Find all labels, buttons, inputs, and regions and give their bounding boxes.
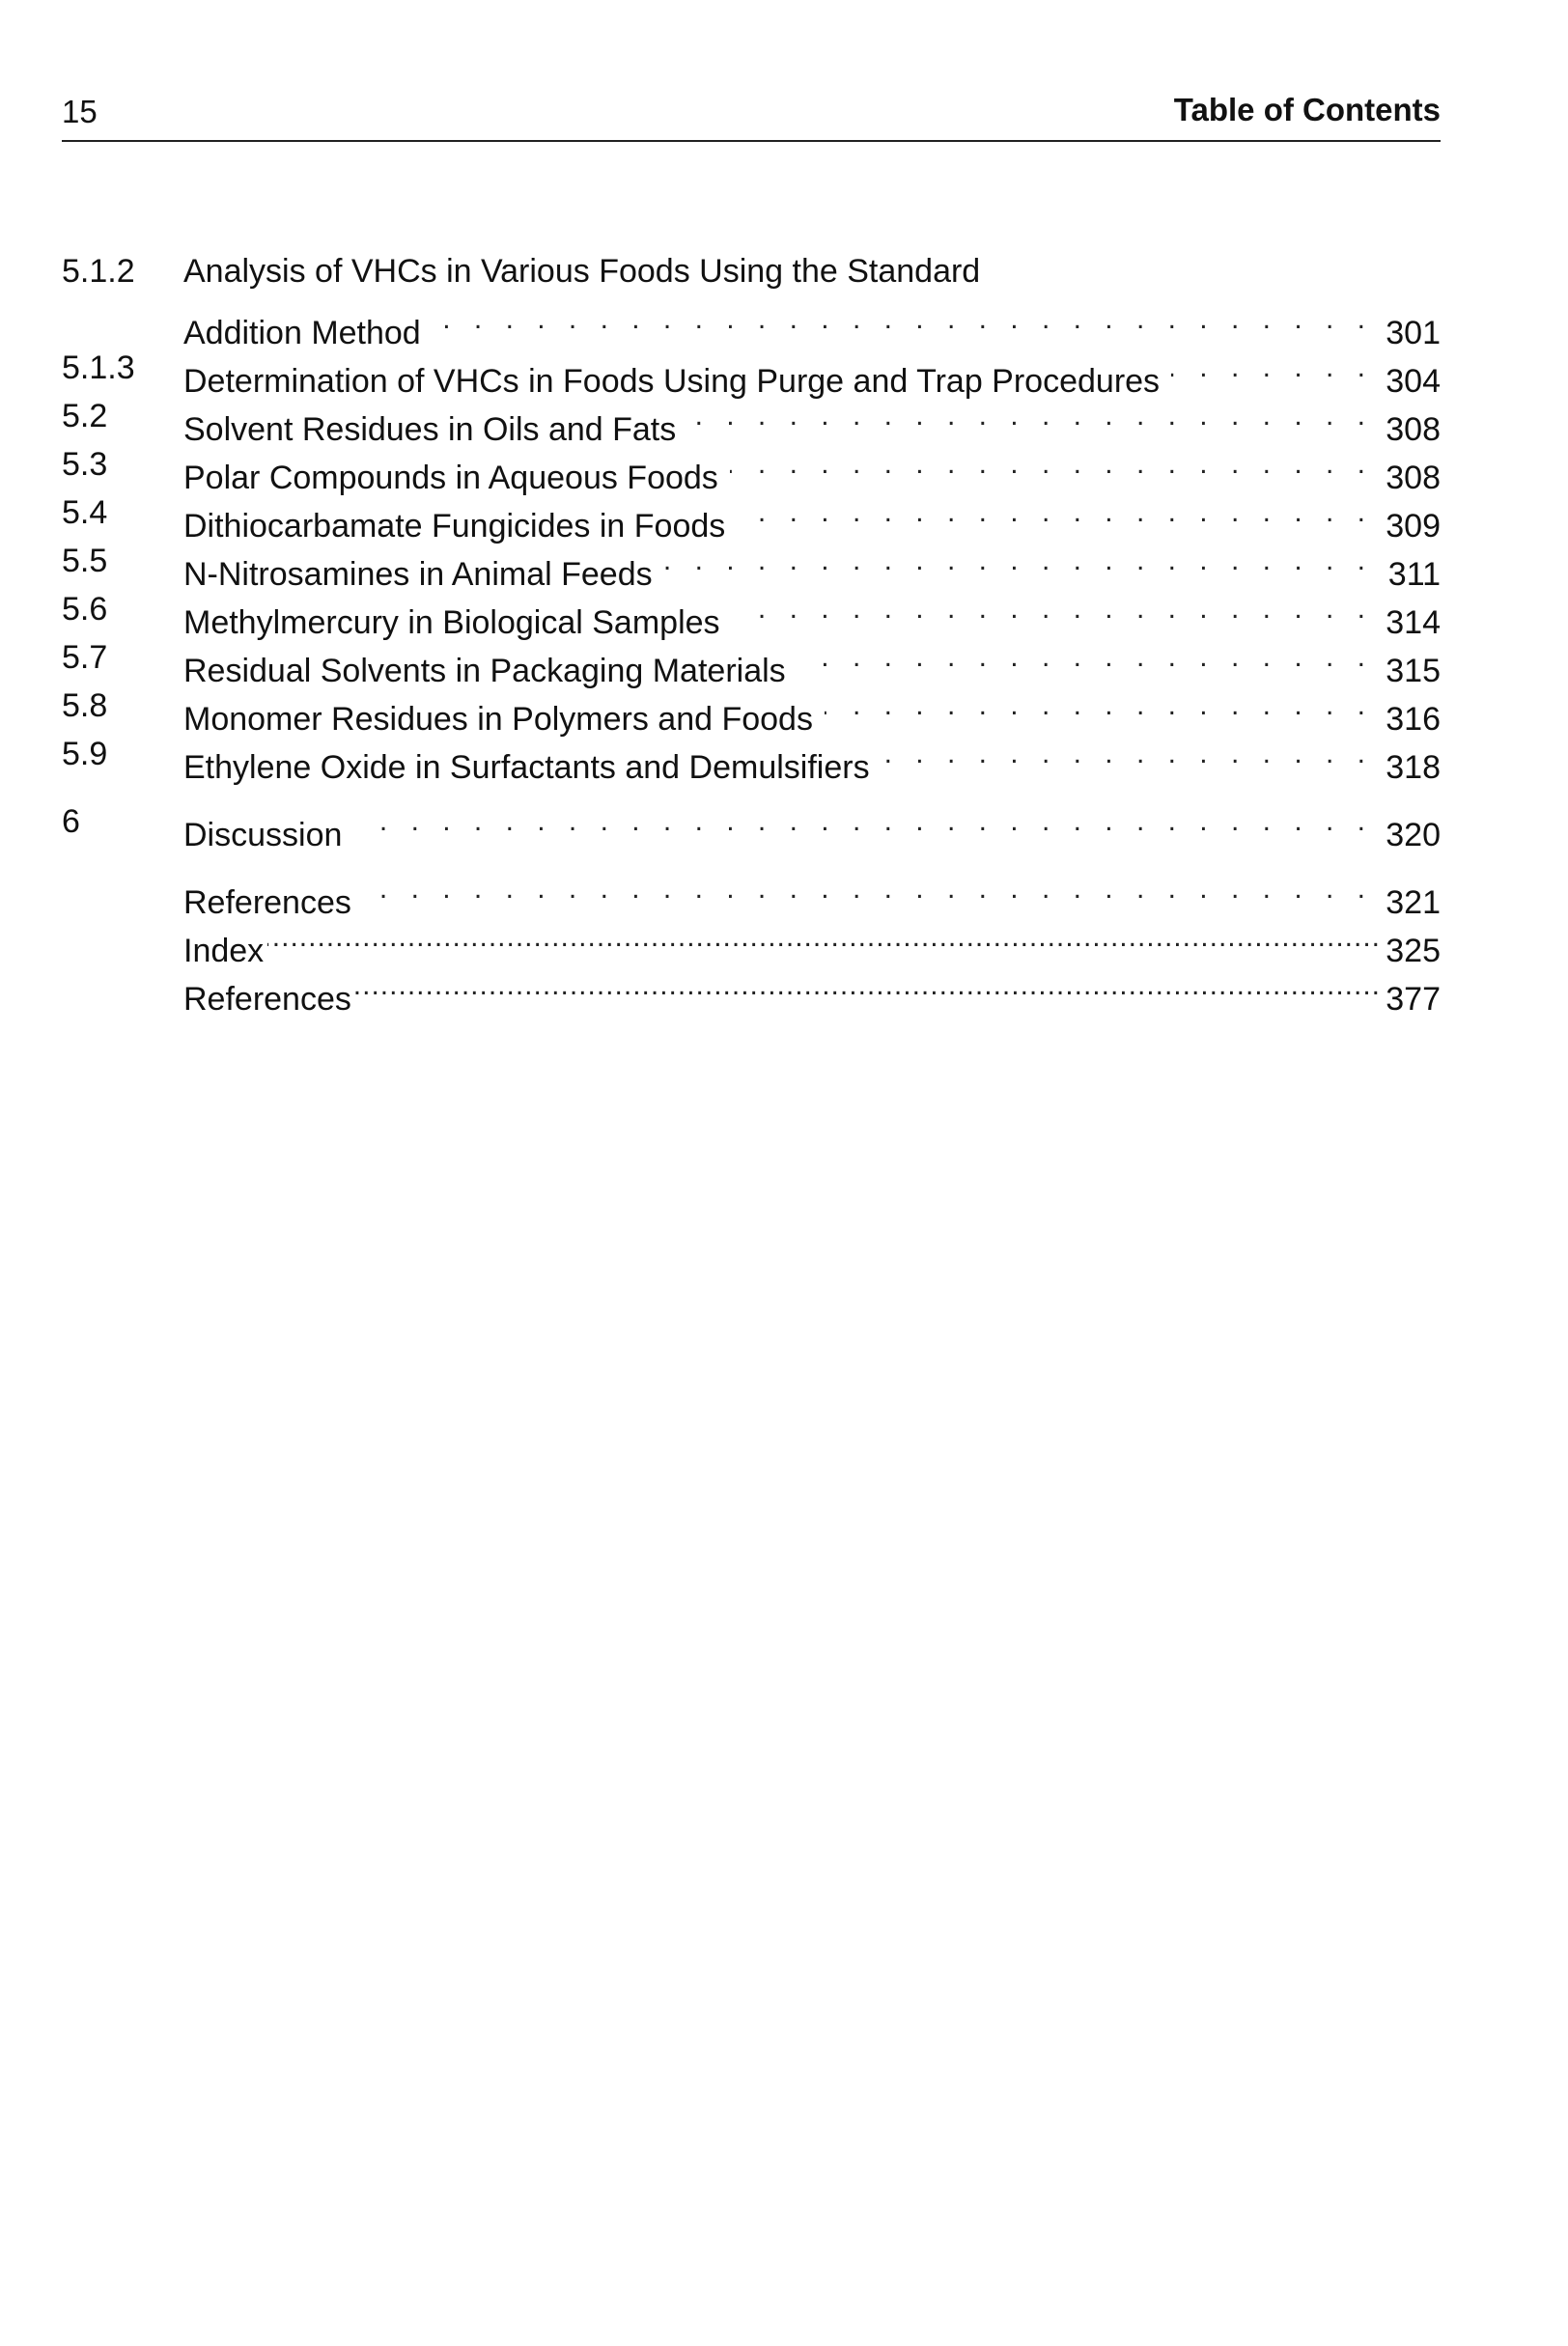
toc-entry [62, 537, 1441, 593]
toc-entry-page: 325 [1386, 933, 1441, 969]
dot-leader [355, 962, 1381, 1010]
toc-entry-number: 5.4 [62, 494, 108, 531]
toc-entry-title: Solvent Residues in Oils and Fats [183, 411, 677, 448]
toc-entry [62, 797, 1441, 853]
toc-entry [62, 962, 1441, 1018]
toc-entry-title: Determination of VHCs in Foods Using Purge and Trap Procedures [183, 363, 1161, 400]
toc-entry-number: 5.1.3 [62, 349, 135, 386]
toc-entry [62, 440, 1441, 496]
toc-entry-page: 304 [1386, 363, 1441, 400]
dot-leader [882, 730, 1373, 778]
toc-entry-page: 318 [1386, 749, 1441, 786]
toc-entry-title: Ethylene Oxide in Surfactants and Demulsifiers [183, 749, 870, 786]
dot-leader [664, 537, 1373, 585]
toc-entry-number: 6 [62, 803, 80, 840]
header-rule [62, 140, 1441, 142]
dot-leader [363, 865, 1373, 913]
table-of-contents [62, 247, 1441, 1018]
toc-entry [62, 730, 1441, 786]
toc-entry-page: 308 [1386, 411, 1441, 448]
toc-entry-title: Dithiocarbamate Fungicides in Foods [183, 508, 726, 545]
toc-entry-number: 5.9 [62, 736, 108, 772]
dot-leader [732, 585, 1373, 633]
toc-entry [62, 489, 1441, 545]
toc-entry-page: 316 [1386, 701, 1441, 738]
dot-leader [737, 489, 1373, 537]
toc-entry-page: 321 [1386, 884, 1441, 921]
toc-entry [62, 392, 1441, 448]
toc-entry-page: 311 [1387, 556, 1441, 593]
toc-entry-number: 5.8 [62, 687, 108, 724]
toc-entry-title: Discussion [183, 817, 343, 853]
toc-entry-title: Monomer Residues in Polymers and Foods [183, 701, 813, 738]
toc-entry-number: 5.6 [62, 591, 108, 628]
toc-entry-page: 301 [1386, 315, 1441, 351]
toc-entry-number: 5.7 [62, 639, 108, 676]
toc-entry-number: 5.3 [62, 446, 108, 483]
toc-entry-title: References [183, 981, 351, 1018]
toc-entry-title: Analysis of VHCs in Various Foods Using the Standard [183, 253, 981, 290]
toc-entry-page: 377 [1386, 981, 1441, 1018]
dot-leader [825, 682, 1373, 730]
toc-entry-title: Residual Solvents in Packaging Materials [183, 653, 786, 689]
toc-entry-title: Polar Compounds in Aqueous Foods [183, 460, 718, 496]
dot-leader [433, 295, 1373, 344]
toc-entry [62, 633, 1441, 689]
toc-entry-page: 315 [1386, 653, 1441, 689]
running-head: Table of Contents [1173, 92, 1441, 127]
dot-leader [267, 913, 1381, 962]
page-number: 15 [62, 94, 98, 129]
toc-entry-title: Addition Method [183, 315, 421, 351]
toc-entry [62, 344, 1441, 400]
toc-entry [62, 585, 1441, 641]
toc-entry-number: 5.1.2 [62, 253, 135, 290]
toc-entry [62, 295, 1441, 351]
dot-leader [798, 633, 1373, 682]
toc-entry-page: 320 [1386, 817, 1441, 853]
dot-leader [687, 392, 1373, 440]
toc-entry [62, 913, 1441, 969]
toc-entry-page: 314 [1386, 604, 1441, 641]
toc-entry-page: 308 [1386, 460, 1441, 496]
toc-entry-title: Methylmercury in Biological Samples [183, 604, 720, 641]
dot-leader [353, 797, 1373, 846]
toc-entry-title: Index [183, 933, 265, 969]
dot-leader [730, 440, 1373, 489]
toc-entry-number: 5.5 [62, 543, 108, 579]
toc-entry-number: 5.2 [62, 398, 108, 434]
toc-entry-title: N-Nitrosamines in Animal Feeds [183, 556, 653, 593]
toc-entry [62, 247, 1441, 295]
toc-entry [62, 682, 1441, 738]
toc-entry [62, 865, 1441, 921]
toc-entry-page: 309 [1386, 508, 1441, 545]
dot-leader [1171, 344, 1373, 392]
toc-entry-title: References [183, 884, 351, 921]
